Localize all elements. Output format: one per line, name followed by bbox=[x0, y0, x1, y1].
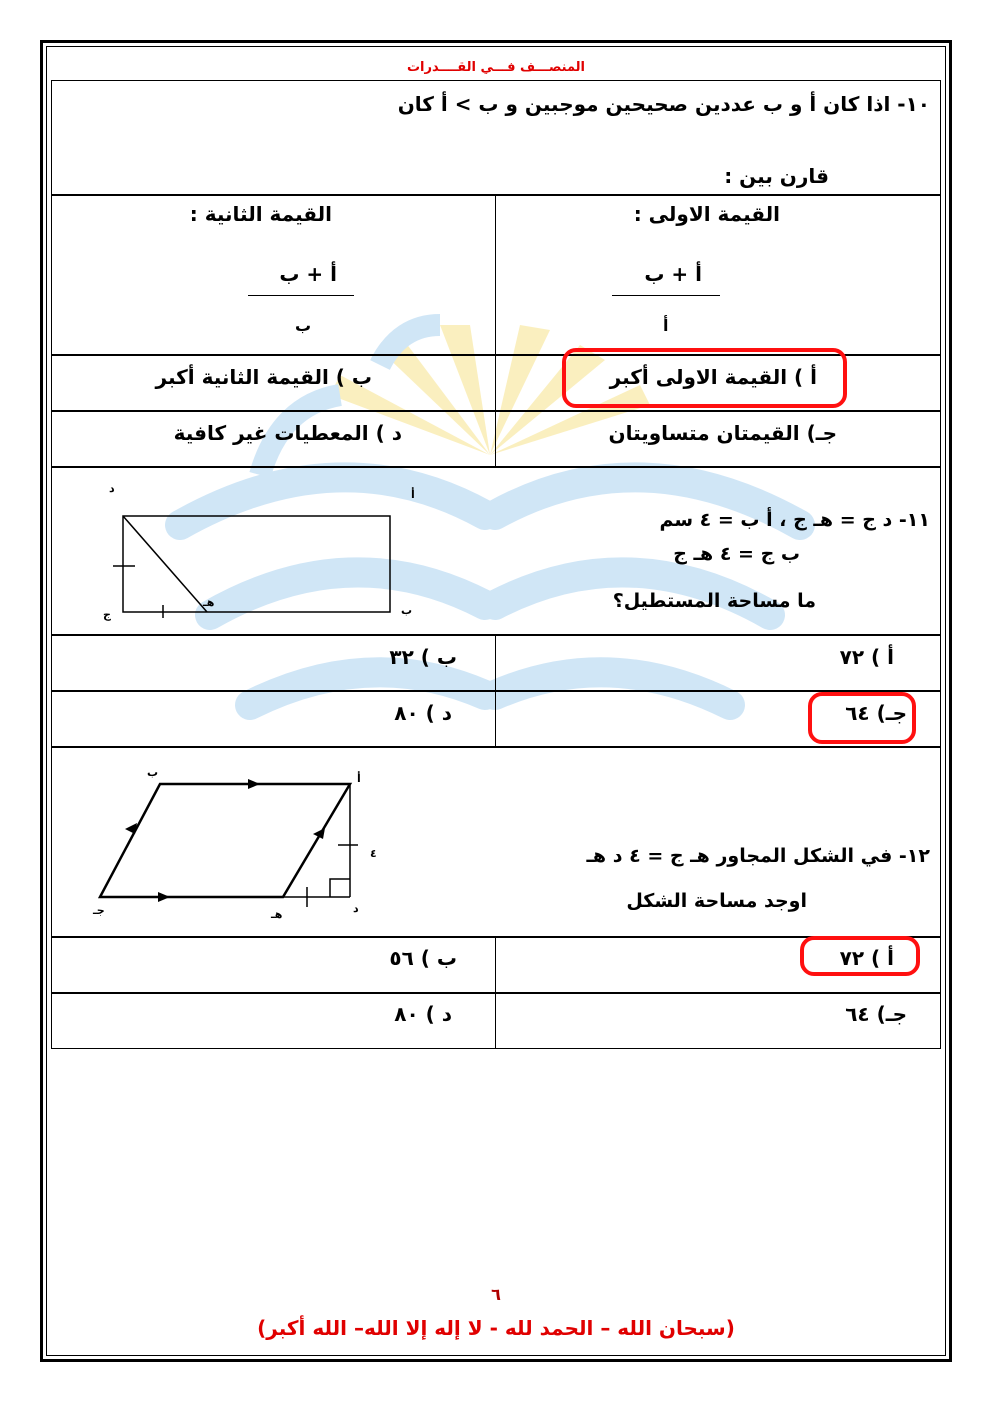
q11-question-line2: ب ج = ٤ هـ ج bbox=[673, 543, 800, 565]
q12-arrow-bottom bbox=[158, 892, 170, 902]
q10-values-box bbox=[51, 195, 941, 355]
q10-option-a[interactable]: أ ) القيمة الاولى أكبر bbox=[609, 365, 817, 389]
q10-divider bbox=[495, 195, 496, 355]
q12-label-j: جـ bbox=[93, 904, 105, 917]
q12-arrow-top bbox=[248, 779, 260, 789]
q12-label-b: ب bbox=[147, 766, 159, 779]
q12-parallelogram-figure bbox=[85, 762, 385, 927]
q10-first-fraction-bar bbox=[612, 295, 720, 296]
q11-options-divider2 bbox=[495, 691, 496, 747]
q11-question-line3: ما مساحة المستطيل؟ bbox=[612, 590, 816, 612]
q12-question-line1: ١٢- في الشكل المجاور هـ ج = ٤ د هـ bbox=[586, 845, 930, 867]
q11-label-d: د bbox=[109, 482, 115, 495]
q10-second-denominator: ب bbox=[295, 316, 312, 335]
q11-label-a: أ bbox=[411, 488, 415, 501]
q12-option-a[interactable]: أ ) ٧٢ bbox=[839, 946, 894, 970]
q12-answer-mark bbox=[800, 936, 920, 976]
q12-options-divider2 bbox=[495, 993, 496, 1049]
q11-diagonal-segment bbox=[123, 516, 207, 612]
q12-options-row2 bbox=[51, 993, 941, 1049]
q11-options-row1 bbox=[51, 635, 941, 691]
q12-label-four: ٤ bbox=[370, 847, 377, 860]
q10-first-numerator: أ + ب bbox=[644, 262, 702, 286]
q12-right-angle-mark bbox=[330, 879, 350, 897]
q12-option-b[interactable]: ب ) ٥٦ bbox=[389, 946, 457, 970]
q12-option-d[interactable]: د ) ٨٠ bbox=[394, 1002, 452, 1026]
q10-second-value-label: القيمة الثانية : bbox=[189, 202, 332, 226]
q10-first-denominator: أ bbox=[663, 316, 669, 335]
q11-answer-mark bbox=[808, 692, 916, 744]
q10-question-text: ١٠- اذا كان أ و ب عددين صحيحين موجبين و ب > أ كان bbox=[397, 92, 930, 116]
q10-answer-mark bbox=[562, 348, 847, 408]
q11-options-divider1 bbox=[495, 635, 496, 691]
q12-options-divider1 bbox=[495, 937, 496, 993]
q12-arrow-left bbox=[125, 823, 137, 834]
q10-compare-text: قارن بين : bbox=[724, 164, 829, 188]
q10-first-value-label: القيمة الاولى : bbox=[633, 202, 780, 226]
q11-option-a[interactable]: أ ) ٧٢ bbox=[839, 645, 894, 669]
q10-options-divider1 bbox=[495, 355, 496, 411]
page-header: المنصـــف فـــي القــــدرات bbox=[406, 60, 585, 75]
q11-rectangle-figure bbox=[95, 478, 430, 628]
page-number: ٦ bbox=[491, 1285, 501, 1304]
q11-option-b[interactable]: ب ) ٣٢ bbox=[389, 645, 457, 669]
q11-question-line1: ١١- د ج = هـ ج ، أ ب = ٤ سم bbox=[659, 509, 930, 531]
q12-label-a: أ bbox=[357, 772, 361, 785]
page-footer: (سبحان الله – الحمد لله - لا إله إلا الله– الله أكبر) bbox=[257, 1316, 735, 1340]
q12-option-c[interactable]: جـ) ٦٤ bbox=[845, 1002, 907, 1026]
q10-options-divider2 bbox=[495, 411, 496, 467]
q12-question-line2: اوجد مساحة الشكل bbox=[626, 890, 807, 912]
q11-option-c[interactable]: جـ) ٦٤ bbox=[845, 701, 907, 725]
q11-option-d[interactable]: د ) ٨٠ bbox=[394, 701, 452, 725]
q10-second-numerator: أ + ب bbox=[279, 262, 337, 286]
q11-label-b: ب bbox=[401, 604, 413, 617]
q11-label-h: هـ bbox=[203, 596, 215, 609]
q10-option-d[interactable]: د ) المعطيات غير كافية bbox=[173, 421, 402, 445]
q10-option-c[interactable]: جـ) القيمتان متساويتان bbox=[608, 421, 837, 445]
q12-label-h: هـ bbox=[271, 908, 283, 921]
q11-label-j: ج bbox=[103, 608, 111, 621]
q11-rectangle bbox=[123, 516, 390, 612]
q10-second-fraction-bar bbox=[248, 295, 354, 296]
q10-option-b[interactable]: ب ) القيمة الثانية أكبر bbox=[155, 365, 372, 389]
q12-parallelogram bbox=[100, 784, 350, 897]
q12-label-d: د bbox=[353, 902, 359, 915]
